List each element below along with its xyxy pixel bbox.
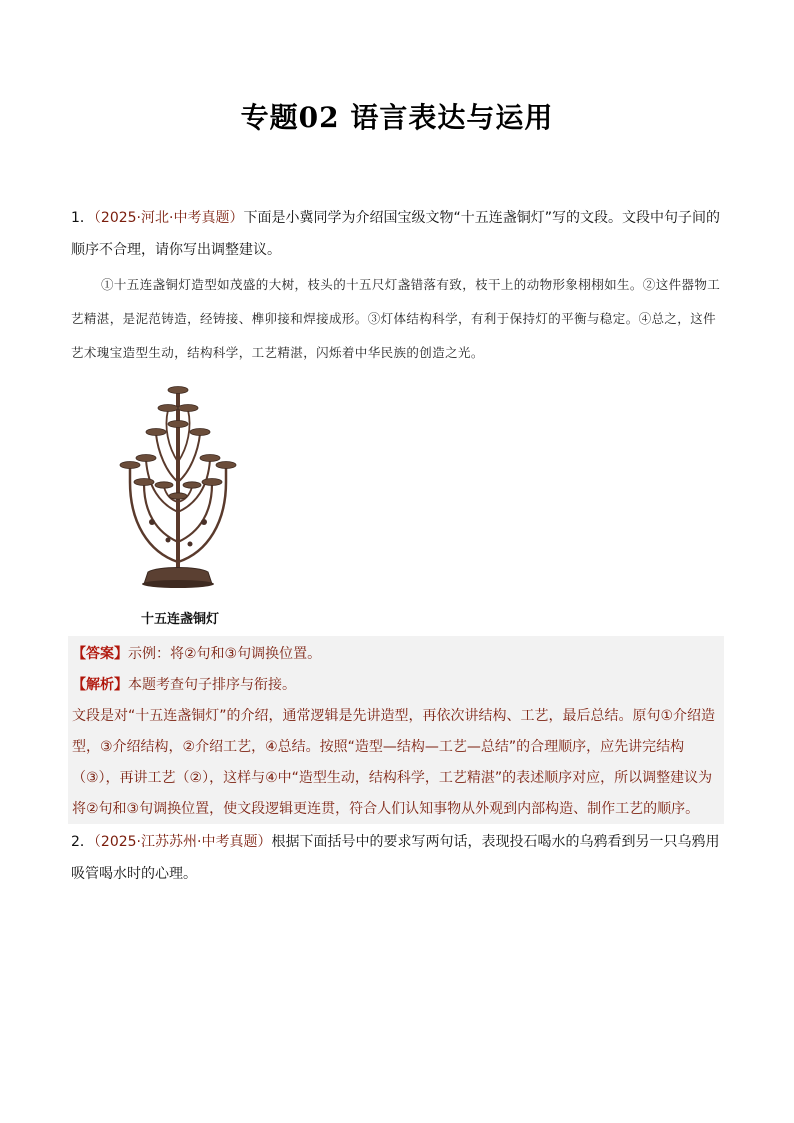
- analysis-label: 【解析】: [72, 677, 128, 693]
- question-stem: 根据下面括号中的要求写两句话，表现投石喝水的乌鸦看到另一只乌鸦用吸管喝水时的心理。: [71, 834, 720, 882]
- analysis-heading: [72, 670, 722, 701]
- passage: ①十五连盏铜灯造型如茂盛的大树，枝头的十五尺灯盏错落有致，枝干上的动物形象栩栩如生。②这件器物工艺精湛，是泥范铸造，经铸接、榫卯接和焊接成形。③灯体结构科学，有利于保持灯的平衡与稳定。④总之，这件艺术瑰宝造型生动，结构科学，工艺精湛，闪烁着中华民族的创造之光。: [71, 277, 721, 360]
- bronze-lamp-image: [108, 372, 248, 590]
- question-2: [71, 826, 723, 890]
- answer: [72, 639, 722, 670]
- image-caption: 十五连盏铜灯: [140, 612, 219, 627]
- page-title: 专题02 语言表达与运用: [240, 101, 554, 134]
- question-number: 2．: [71, 834, 94, 850]
- question-number: 1．: [71, 210, 94, 226]
- analysis-head-text: 本题考查句子排序与衔接。: [128, 677, 296, 693]
- question-source: （2025·江苏苏州·中考真题）: [93, 834, 272, 850]
- question-stem: 下面是小冀同学为介绍国宝级文物“十五连盏铜灯”写的文段。文段中句子间的顺序不合理，请你写出调整建议。: [71, 210, 720, 258]
- question-source: （2025·河北·中考真题）: [93, 210, 244, 226]
- answer-text: 示例：将②句和③句调换位置。: [128, 646, 322, 662]
- question-1: [71, 202, 723, 266]
- answer-label: 【答案】: [72, 646, 128, 662]
- analysis-body: 文段是对“十五连盏铜灯”的介绍，通常逻辑是先讲造型，再依次讲结构、工艺，最后总结。原句①介绍造型，③介绍结构，②介绍工艺，④总结。按照“造型—结构—工艺—总结”的合理顺序，应先讲完结构（③），再讲工艺（②），这样与④中“造型生动，结构科学，工艺精湛”的表述顺序对应，所以调整建议为将②句和③句调换位置，使文段逻辑更连贯，符合人们认知事物从外观到内部构造、制作工艺的顺序。: [72, 708, 716, 817]
